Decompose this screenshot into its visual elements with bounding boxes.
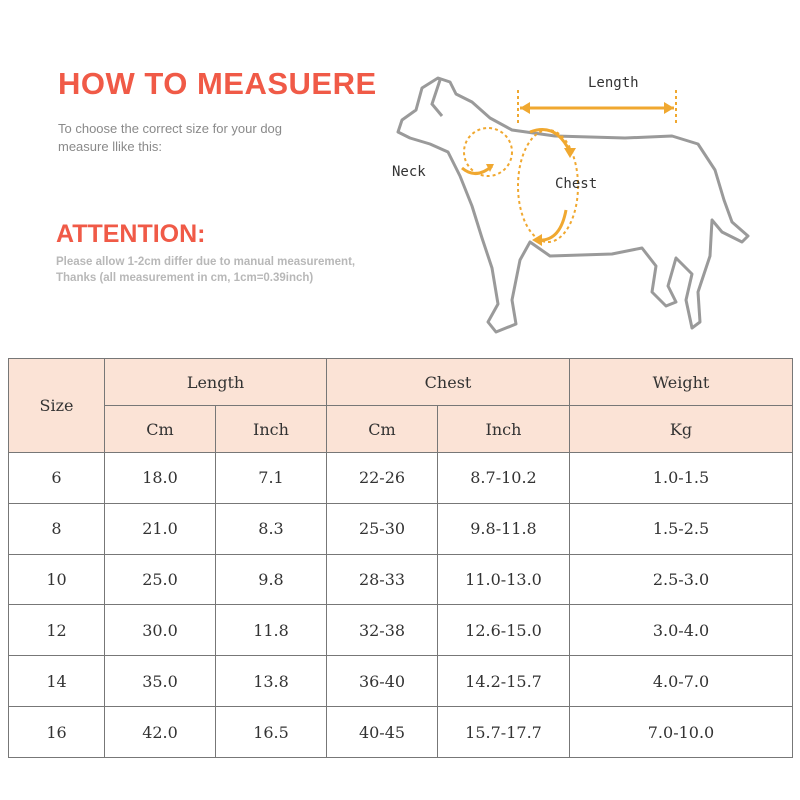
cell-chest-cm: 36-40 <box>327 656 438 707</box>
cell-size: 14 <box>9 656 105 707</box>
attention-note-line1: Please allow 1-2cm differ due to manual measurement, <box>56 256 356 268</box>
attention-note-line2: Thanks (all measurement in cm, 1cm=0.39inch) <box>56 272 314 284</box>
length-label: Length <box>588 75 639 91</box>
cell-size: 16 <box>9 707 105 758</box>
dog-outline <box>398 78 748 332</box>
header-length: Length <box>105 359 327 406</box>
subtitle: To choose the correct size for your dog measure llike this: <box>58 121 283 154</box>
cell-length-cm: 21.0 <box>105 503 216 554</box>
cell-size: 12 <box>9 605 105 656</box>
table-subheader-row <box>9 406 793 453</box>
cell-chest-inch: 11.0-13.0 <box>438 554 570 605</box>
table-row <box>9 605 793 656</box>
table-row <box>9 656 793 707</box>
cell-length-inch: 16.5 <box>216 707 327 758</box>
cell-chest-inch: 8.7-10.2 <box>438 453 570 504</box>
cell-chest-inch: 12.6-15.0 <box>438 605 570 656</box>
cell-length-cm: 35.0 <box>105 656 216 707</box>
cell-size: 8 <box>9 503 105 554</box>
table-row <box>9 453 793 504</box>
neck-label: Neck <box>392 164 426 180</box>
cell-chest-inch: 15.7-17.7 <box>438 707 570 758</box>
subheader-weight-kg: Kg <box>570 406 793 453</box>
cell-length-inch: 7.1 <box>216 453 327 504</box>
cell-size: 10 <box>9 554 105 605</box>
cell-weight: 1.5-2.5 <box>570 503 793 554</box>
cell-size: 6 <box>9 453 105 504</box>
cell-weight: 1.0-1.5 <box>570 453 793 504</box>
cell-length-cm: 42.0 <box>105 707 216 758</box>
page-title: HOW TO MEASUERE <box>58 66 377 101</box>
cell-length-inch: 11.8 <box>216 605 327 656</box>
header-weight: Weight <box>570 359 793 406</box>
chest-arrow-bottom <box>538 210 566 240</box>
table-row <box>9 707 793 758</box>
header-size: Size <box>9 359 105 453</box>
length-arrow-right-head <box>664 102 674 114</box>
subheader-chest-inch: Inch <box>438 406 570 453</box>
cell-chest-cm: 22-26 <box>327 453 438 504</box>
cell-weight: 7.0-10.0 <box>570 707 793 758</box>
attention-heading: ATTENTION: <box>56 220 206 248</box>
dog-measurement-illustration <box>380 60 770 355</box>
cell-length-inch: 13.8 <box>216 656 327 707</box>
cell-length-inch: 9.8 <box>216 554 327 605</box>
subheader-chest-cm: Cm <box>327 406 438 453</box>
header-chest: Chest <box>327 359 570 406</box>
dog-ear <box>432 80 442 116</box>
size-chart-table <box>8 358 793 758</box>
cell-chest-inch: 14.2-15.7 <box>438 656 570 707</box>
cell-weight: 2.5-3.0 <box>570 554 793 605</box>
subheader-length-inch: Inch <box>216 406 327 453</box>
cell-weight: 3.0-4.0 <box>570 605 793 656</box>
table-row <box>9 554 793 605</box>
cell-chest-cm: 40-45 <box>327 707 438 758</box>
cell-chest-cm: 25-30 <box>327 503 438 554</box>
chest-label: Chest <box>555 176 598 192</box>
cell-chest-cm: 32-38 <box>327 605 438 656</box>
neck-arrow <box>462 166 492 174</box>
cell-length-cm: 25.0 <box>105 554 216 605</box>
cell-length-cm: 18.0 <box>105 453 216 504</box>
table-header-row <box>9 359 793 406</box>
length-arrow-left-head <box>520 102 530 114</box>
attention-note <box>56 254 416 286</box>
cell-chest-cm: 28-33 <box>327 554 438 605</box>
subheader-length-cm: Cm <box>105 406 216 453</box>
cell-length-inch: 8.3 <box>216 503 327 554</box>
cell-length-cm: 30.0 <box>105 605 216 656</box>
table-row <box>9 503 793 554</box>
cell-chest-inch: 9.8-11.8 <box>438 503 570 554</box>
cell-weight: 4.0-7.0 <box>570 656 793 707</box>
